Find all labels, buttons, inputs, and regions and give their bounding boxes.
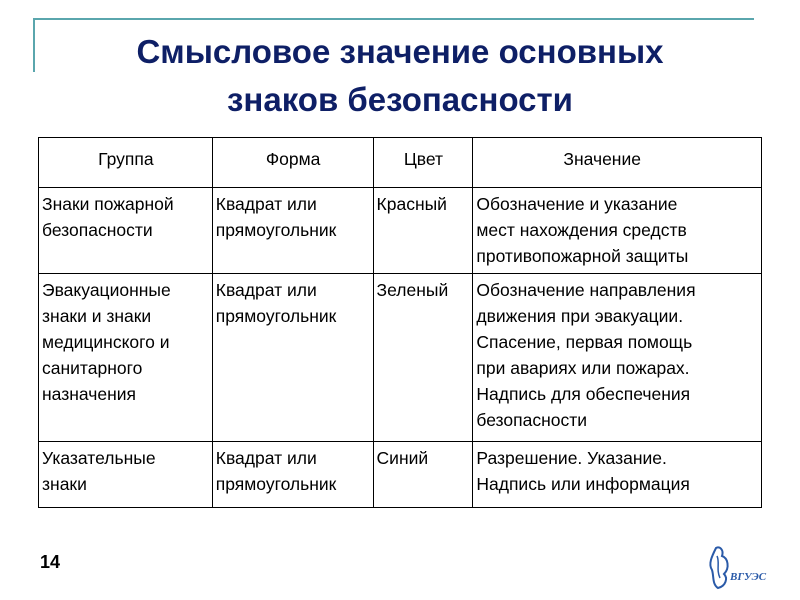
safety-signs-table bbox=[38, 137, 762, 508]
cell-shape bbox=[212, 274, 373, 442]
title-line-1: Смысловое значение основных bbox=[136, 33, 664, 70]
cell-line: Указательные bbox=[42, 448, 156, 468]
cell-color bbox=[373, 274, 473, 442]
cell-group bbox=[39, 274, 213, 442]
header-meaning: Значение bbox=[473, 138, 762, 188]
cell-line: прямоугольник bbox=[215, 474, 337, 494]
cell-line: знаки bbox=[42, 474, 87, 494]
cell-shape bbox=[212, 442, 373, 508]
cell-line: прямоугольник bbox=[215, 220, 337, 240]
cell-line: Квадрат или bbox=[215, 194, 317, 214]
cell-line: Синий bbox=[376, 448, 429, 468]
cell-line: Надпись для обеспечения bbox=[476, 384, 691, 404]
header-shape: Форма bbox=[212, 138, 373, 188]
cell-line: Надпись или информация bbox=[476, 474, 690, 494]
cell-line: движения при эвакуации. bbox=[476, 306, 684, 326]
cell-line: прямоугольник bbox=[215, 306, 337, 326]
header-color: Цвет bbox=[373, 138, 473, 188]
cell-group bbox=[39, 188, 213, 274]
cell-line: Знаки пожарной bbox=[42, 194, 174, 214]
cell-line: Квадрат или bbox=[215, 448, 317, 468]
cell-line: Зеленый bbox=[376, 280, 449, 300]
cell-line: Эвакуационные bbox=[42, 280, 171, 300]
cell-line: безопасности bbox=[42, 220, 153, 240]
cell-line: Обозначение и указание bbox=[476, 194, 678, 214]
cell-line: знаки и знаки bbox=[42, 306, 152, 326]
cell-line: противопожарной защиты bbox=[476, 246, 689, 266]
cell-line: санитарного bbox=[42, 358, 143, 378]
cell-color bbox=[373, 188, 473, 274]
cell-line: Квадрат или bbox=[215, 280, 317, 300]
cell-line: медицинского и bbox=[42, 332, 170, 352]
cell-meaning bbox=[473, 274, 762, 442]
table-row bbox=[39, 274, 762, 442]
cell-line: безопасности bbox=[476, 410, 588, 430]
cell-meaning bbox=[473, 442, 762, 508]
cell-group bbox=[39, 442, 213, 508]
cell-line: мест нахождения средств bbox=[476, 220, 687, 240]
title-line-2: знаков безопасности bbox=[227, 81, 573, 118]
university-logo-icon bbox=[706, 544, 776, 590]
slide-title bbox=[40, 28, 760, 124]
cell-line: Спасение, первая помощь bbox=[476, 332, 693, 352]
table-header-row bbox=[39, 138, 762, 188]
cell-line: Разрешение. Указание. bbox=[476, 448, 667, 468]
cell-shape bbox=[212, 188, 373, 274]
logo-text: ВГУЭС bbox=[730, 571, 767, 583]
header-group: Группа bbox=[39, 138, 213, 188]
cell-line: при авариях или пожарах. bbox=[476, 358, 690, 378]
cell-line: назначения bbox=[42, 384, 137, 404]
cell-line: Красный bbox=[376, 194, 447, 214]
table-row bbox=[39, 188, 762, 274]
page-number: 14 bbox=[40, 552, 61, 572]
cell-meaning bbox=[473, 188, 762, 274]
cell-color bbox=[373, 442, 473, 508]
decorative-left-line bbox=[33, 18, 35, 72]
table-row bbox=[39, 442, 762, 508]
decorative-top-line bbox=[34, 18, 754, 20]
cell-line: Обозначение направления bbox=[476, 280, 696, 300]
